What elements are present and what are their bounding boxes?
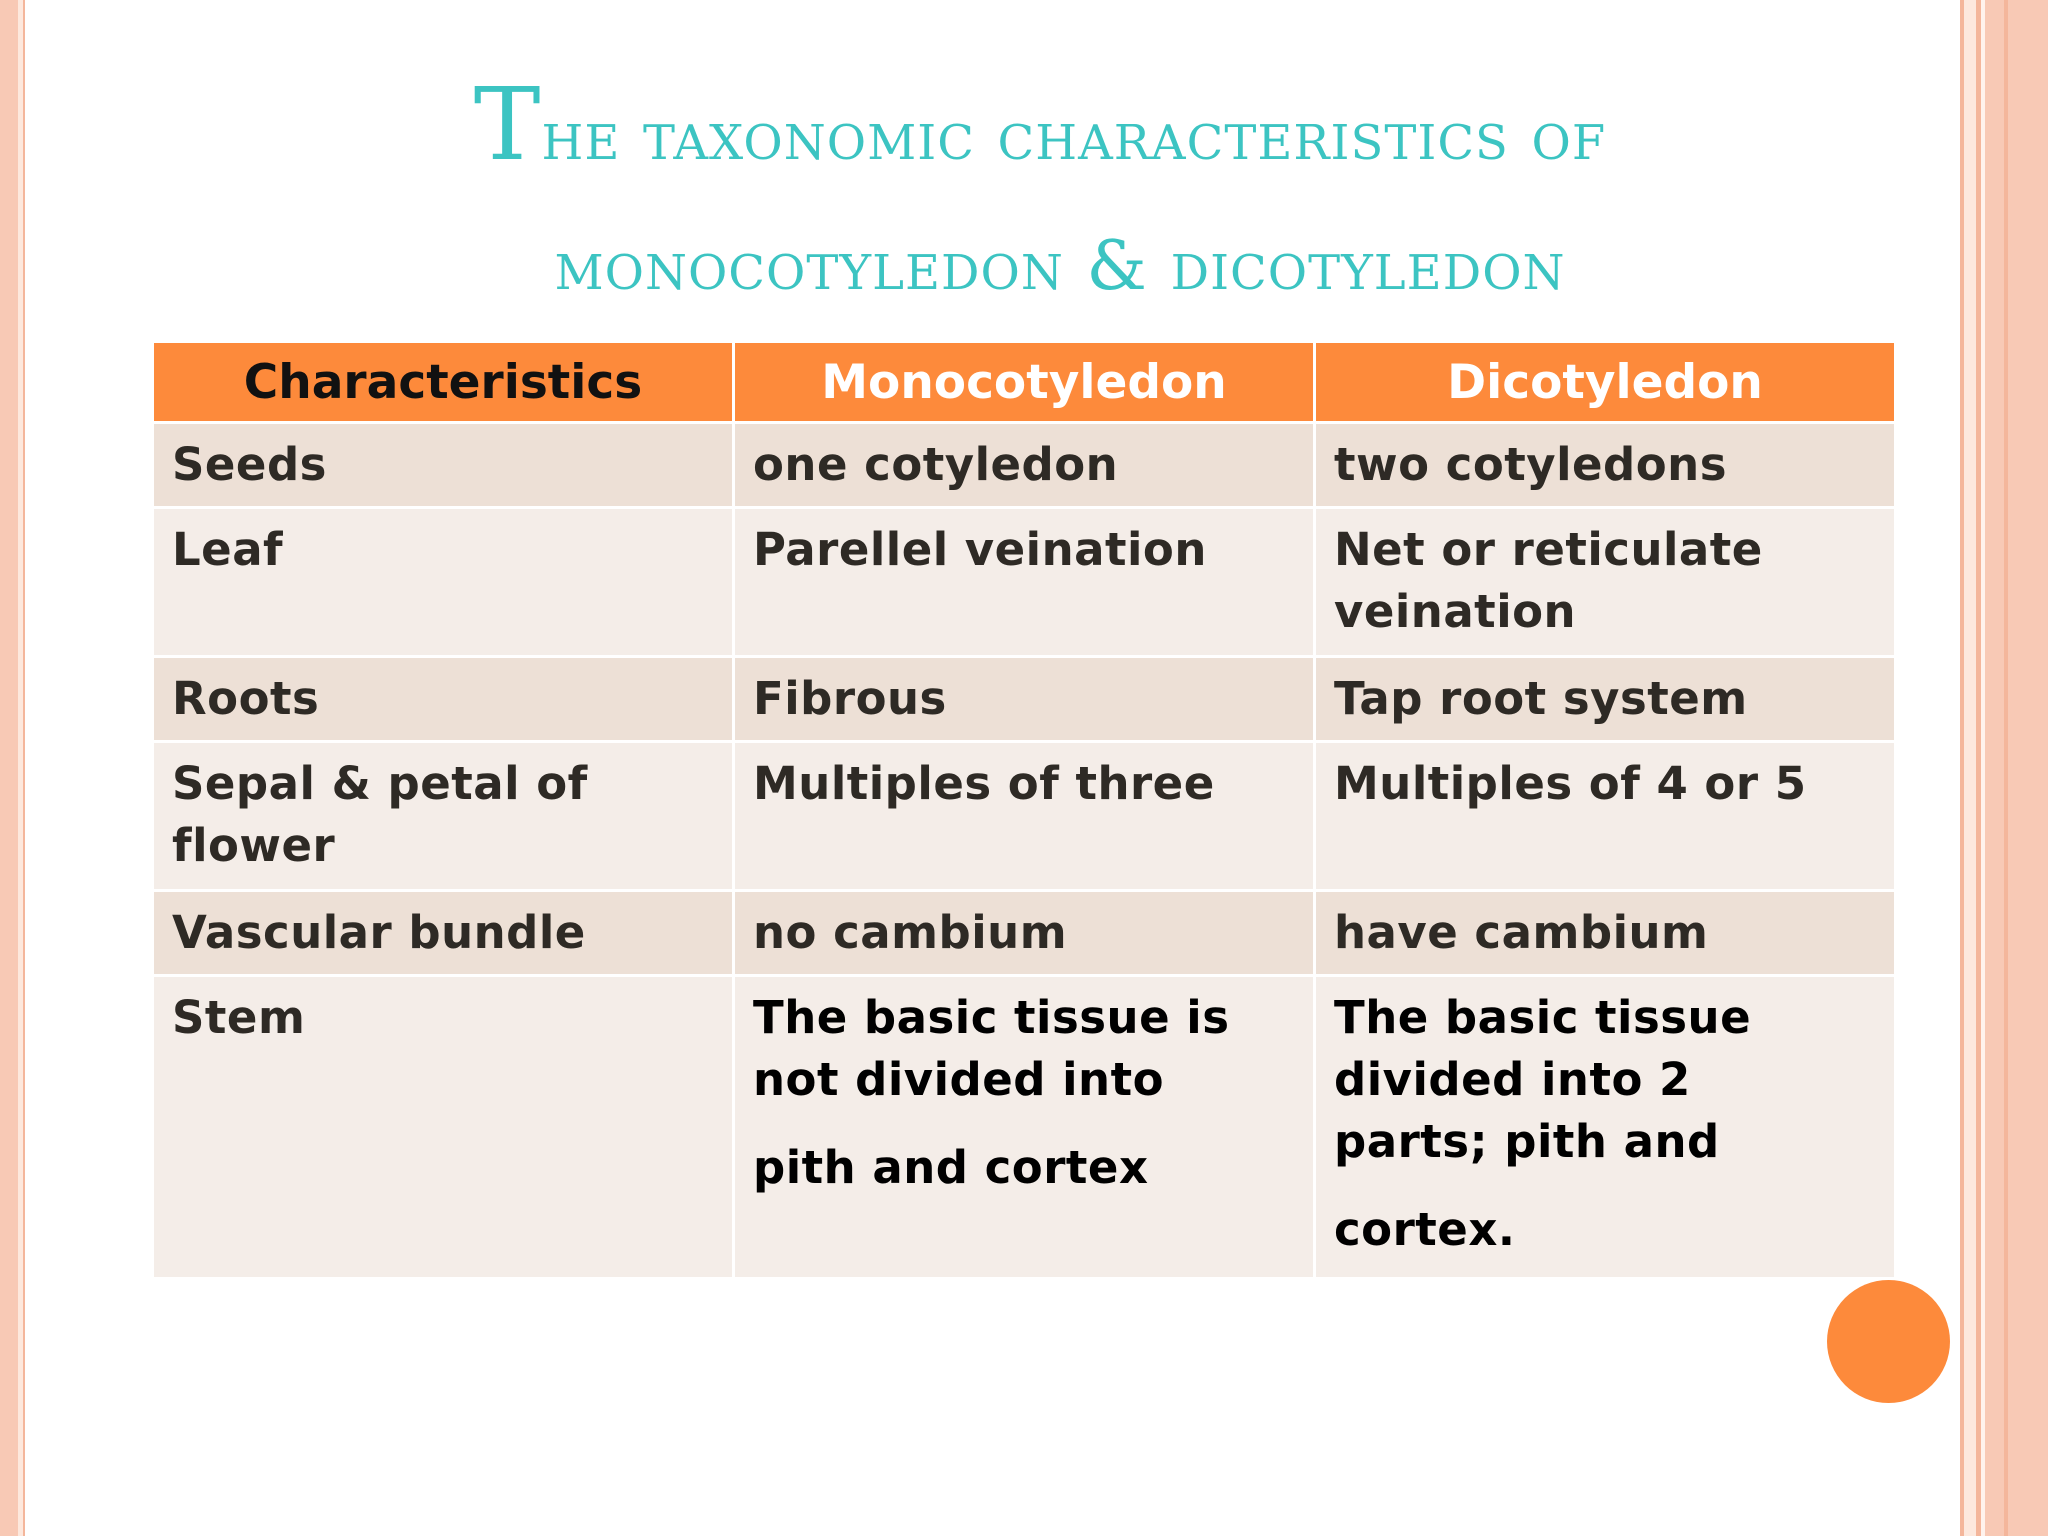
cell-line: Multiples of 4 or 5 — [1334, 757, 1807, 810]
table-row — [154, 743, 1894, 889]
cell-dico — [1316, 658, 1894, 740]
table-row — [154, 892, 1894, 974]
title-line-2: monocotyledon & dicotyledon — [554, 227, 1566, 306]
cell-line: cortex. — [1334, 1203, 1516, 1256]
cell-line: Parellel veination — [753, 523, 1207, 576]
title-line-1-text: he taxonomic characteristics of — [541, 97, 1607, 176]
cell-line: flower — [172, 819, 336, 872]
table-header-row — [154, 343, 1894, 421]
cell-line: Sepal & petal of — [172, 757, 588, 810]
cell-characteristic: Roots — [154, 658, 732, 740]
table-row — [154, 658, 1894, 740]
comparison-table-wrapper — [154, 340, 1894, 1280]
cell-line: no cambium — [753, 906, 1068, 959]
header-dicotyledon: Dicotyledon — [1316, 343, 1894, 421]
cell-line: Multiples of three — [753, 757, 1215, 810]
orange-circle-decoration — [1827, 1280, 1950, 1403]
cell-characteristic — [154, 743, 732, 889]
right-stripe — [1985, 0, 2048, 1536]
cell-line: one cotyledon — [753, 438, 1119, 491]
cell-line: Tap root system — [1334, 672, 1748, 725]
cell-line: veination — [1334, 585, 1577, 638]
cell-mono — [735, 892, 1313, 974]
cell-mono — [735, 658, 1313, 740]
cell-dico — [1316, 743, 1894, 889]
cell-mono — [735, 424, 1313, 506]
cell-line: Fibrous — [753, 672, 947, 725]
left-border-line — [23, 0, 25, 1536]
cell-dico — [1316, 424, 1894, 506]
comparison-table — [151, 340, 1897, 1280]
table-row — [154, 509, 1894, 655]
table-row — [154, 424, 1894, 506]
cell-line: Net or reticulate — [1334, 523, 1763, 576]
cell-characteristic: Stem — [154, 977, 732, 1277]
header-monocotyledon: Monocotyledon — [735, 343, 1313, 421]
cell-line: have cambium — [1334, 906, 1709, 959]
cell-mono — [735, 743, 1313, 889]
title-line-1 — [150, 60, 1930, 202]
cell-dico — [1316, 509, 1894, 655]
left-border — [0, 0, 18, 1536]
cell-line: not divided into — [753, 1053, 1165, 1106]
cell-line: two cotyledons — [1334, 438, 1727, 491]
cell-line: divided into 2 — [1334, 1053, 1691, 1106]
header-characteristics: Characteristics — [154, 343, 732, 421]
cell-line: pith and cortex — [753, 1141, 1149, 1194]
cell-characteristic: Leaf — [154, 509, 732, 655]
cell-characteristic: Seeds — [154, 424, 732, 506]
slide-title — [150, 60, 1930, 332]
cell-mono — [735, 977, 1313, 1277]
title-initial: T — [473, 66, 542, 183]
cell-dico — [1316, 977, 1894, 1277]
cell-line: The basic tissue is — [753, 991, 1230, 1044]
cell-line: parts; pith and — [1334, 1115, 1720, 1168]
cell-mono — [735, 509, 1313, 655]
cell-characteristic: Vascular bundle — [154, 892, 732, 974]
right-stripe — [1964, 0, 1976, 1536]
table-row — [154, 977, 1894, 1277]
cell-dico — [1316, 892, 1894, 974]
cell-line: The basic tissue — [1334, 991, 1752, 1044]
right-stripe — [2004, 0, 2008, 1536]
